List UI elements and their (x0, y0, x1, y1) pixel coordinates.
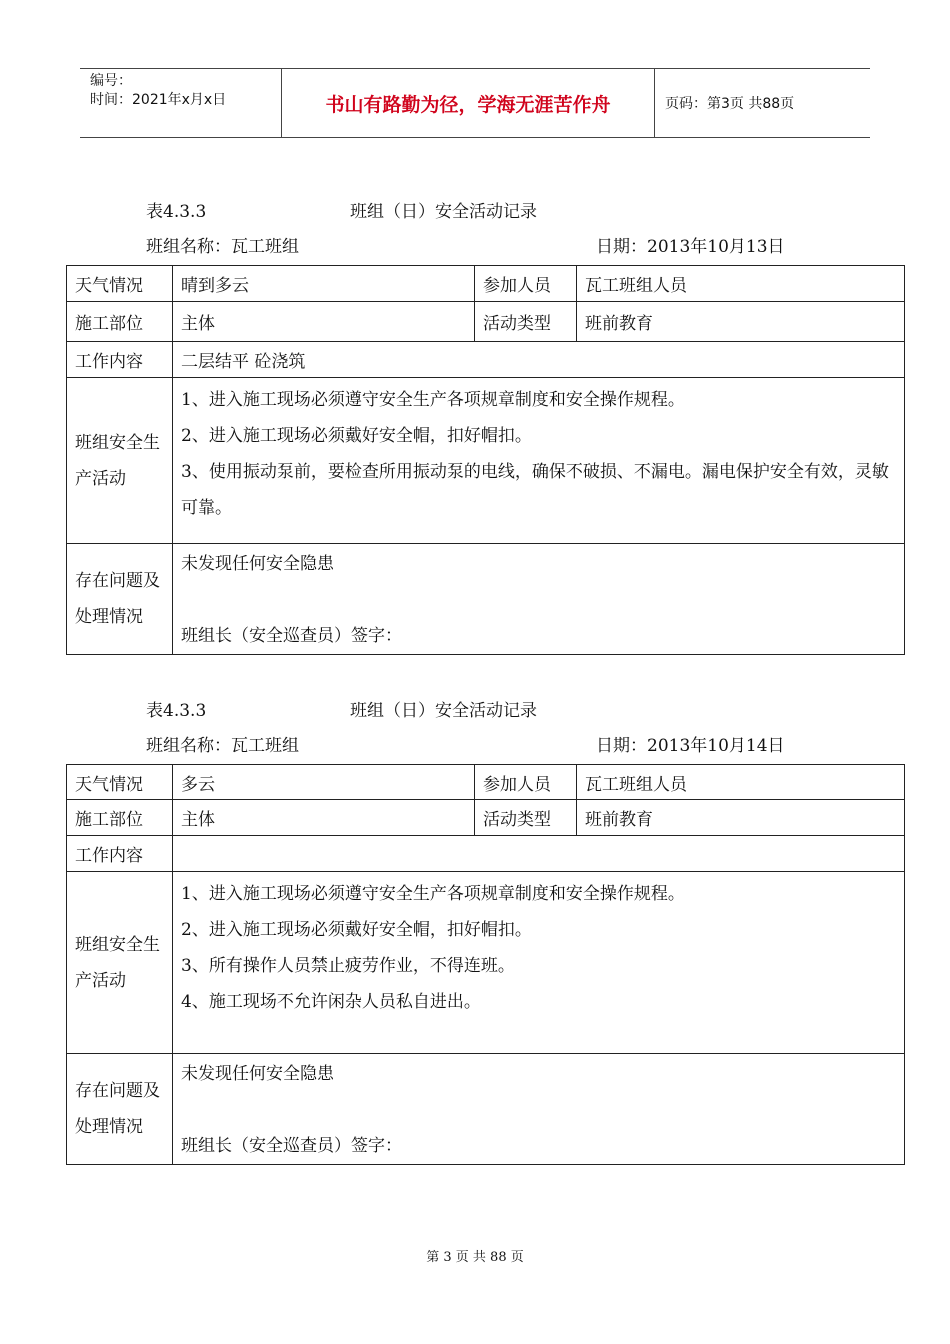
activity-item: 1、进入施工现场必须遵守安全生产各项规章制度和安全操作规程。 (181, 884, 685, 904)
table-row (67, 378, 905, 544)
table-row (67, 765, 905, 800)
record-meta (146, 232, 806, 257)
time-label: 时间：2021年x月x日 (90, 92, 227, 108)
motto: 书山有路勤为径，学海无涯苦作舟 (282, 69, 655, 137)
record-table (66, 265, 905, 655)
record-table (66, 764, 905, 1165)
record-title: 班组（日）安全活动记录 (350, 202, 537, 222)
record-date: 日期：2013年10月13日 (596, 237, 785, 257)
activity-item: 3、使用振动泵前，要检查所用振动泵的电线，确保不破损、不漏电。漏电保护安全有效，灵敏可靠。 (181, 462, 889, 518)
record-caption (146, 696, 537, 721)
table-row (67, 800, 905, 836)
issue-label: 存在问题及处理情况 (67, 544, 173, 655)
activity-list (173, 872, 905, 1054)
issue-text: 未发现任何安全隐患 (181, 554, 334, 574)
table-row (67, 544, 905, 655)
participants-value: 瓦工班组人员 (577, 765, 905, 800)
issue-text: 未发现任何安全隐患 (181, 1064, 334, 1084)
signature-label: 班组长（安全巡查员）签字： (181, 626, 402, 646)
activity-item: 2、进入施工现场必须戴好安全帽，扣好帽扣。 (181, 920, 532, 940)
record-date: 日期：2013年10月14日 (596, 736, 785, 756)
activity-label: 班组安全生产活动 (67, 378, 173, 544)
work-label: 工作内容 (67, 342, 173, 378)
type-label: 活动类型 (475, 302, 577, 342)
location-label: 施工部位 (67, 302, 173, 342)
type-value: 班前教育 (577, 800, 905, 836)
header-left-cell (80, 69, 282, 137)
activity-item: 1、进入施工现场必须遵守安全生产各项规章制度和安全操作规程。 (181, 390, 685, 410)
work-value: 二层结平 砼浇筑 (173, 342, 905, 378)
weather-label: 天气情况 (67, 266, 173, 302)
table-number: 表4.3.3 (146, 202, 207, 222)
participants-value: 瓦工班组人员 (577, 266, 905, 302)
type-label: 活动类型 (475, 800, 577, 836)
record-title: 班组（日）安全活动记录 (350, 701, 537, 721)
record-caption (146, 197, 537, 222)
work-value (173, 836, 905, 872)
location-value: 主体 (173, 302, 475, 342)
record-meta (146, 731, 806, 756)
weather-label: 天气情况 (67, 765, 173, 800)
page-number-label: 页码：第3页 共88页 (665, 96, 795, 112)
weather-value: 多云 (173, 765, 475, 800)
table-row (67, 302, 905, 342)
activity-item: 4、施工现场不允许闲杂人员私自进出。 (181, 992, 481, 1012)
activity-label: 班组安全生产活动 (67, 872, 173, 1054)
location-label: 施工部位 (67, 800, 173, 836)
team-name: 班组名称：瓦工班组 (146, 237, 299, 257)
location-value: 主体 (173, 800, 475, 836)
table-row (67, 872, 905, 1054)
participants-label: 参加人员 (475, 765, 577, 800)
issue-label: 存在问题及处理情况 (67, 1054, 173, 1165)
page-footer: 第 3 页 共 88 页 (426, 1250, 524, 1265)
table-row (67, 836, 905, 872)
number-label: 编号： (90, 73, 132, 89)
issue-cell (173, 544, 905, 655)
table-row (67, 266, 905, 302)
table-row (67, 1054, 905, 1165)
type-value: 班前教育 (577, 302, 905, 342)
issue-cell (173, 1054, 905, 1165)
participants-label: 参加人员 (475, 266, 577, 302)
page-header (80, 68, 870, 138)
table-row (67, 342, 905, 378)
signature-label: 班组长（安全巡查员）签字： (181, 1136, 402, 1156)
activity-item: 3、所有操作人员禁止疲劳作业，不得连班。 (181, 956, 515, 976)
table-number: 表4.3.3 (146, 701, 207, 721)
activity-list (173, 378, 905, 544)
team-name: 班组名称：瓦工班组 (146, 736, 299, 756)
activity-item: 2、进入施工现场必须戴好安全帽，扣好帽扣。 (181, 426, 532, 446)
work-label: 工作内容 (67, 836, 173, 872)
weather-value: 晴到多云 (173, 266, 475, 302)
